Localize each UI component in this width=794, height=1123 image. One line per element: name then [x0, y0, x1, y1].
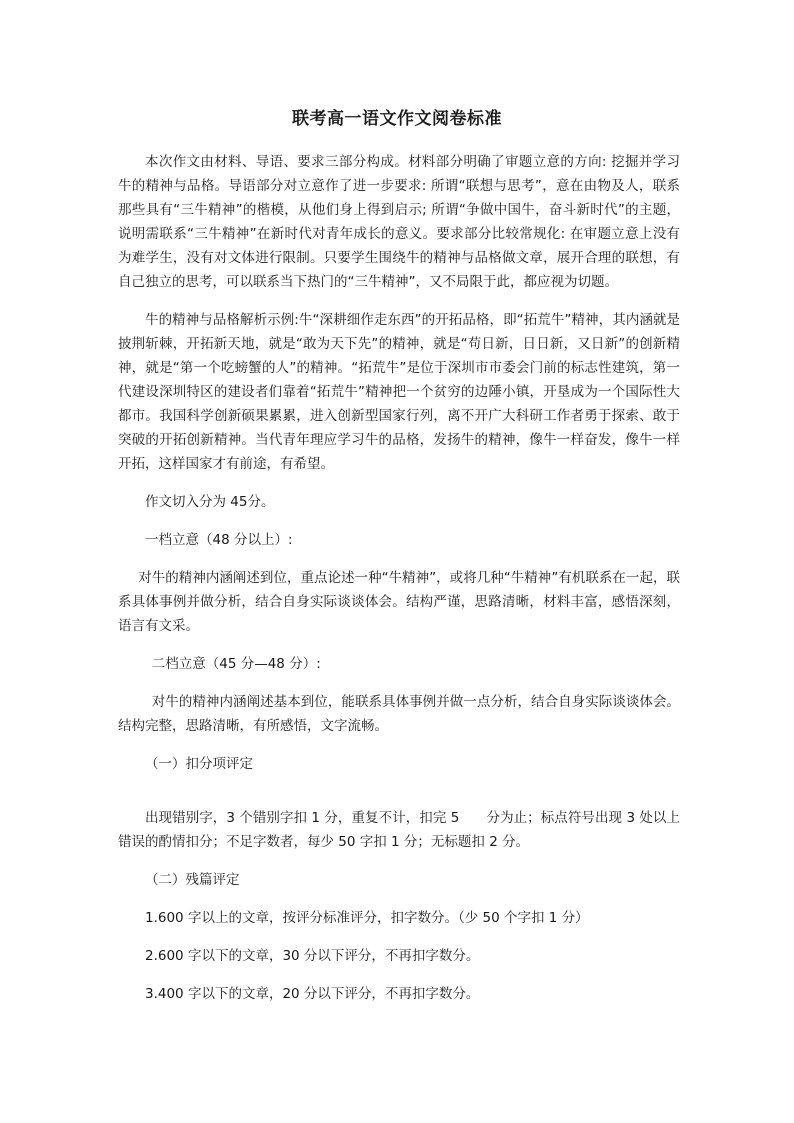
document-title: 联考高一语文作文阅卷标准 — [292, 109, 502, 129]
paragraph-deduction-body: 出现错别字，3 个错别字扣 1 分，重复不计，扣完 5 分为止；标点符号出现 3 处以上错误的酌情扣分；不足字数者，每少 50 字扣 1 分；无标题扣 2 分。 — [118, 810, 680, 850]
paragraph-rule-2: 2.600 字以下的文章，30 分以下评分，不再扣字数分。 — [145, 948, 480, 964]
paragraph-rule-3: 3.400 字以下的文章，20 分以下评分，不再扣字数分。 — [145, 986, 480, 1002]
paragraph-rule-1: 1.600 字以上的文章，按评分标准评分，扣字数分。（少 50 个字扣 1 分） — [145, 910, 589, 926]
paragraph-incomplete-heading: （二）残篇评定 — [145, 872, 240, 888]
paragraph-base-score: 作文切入分为 45分。 — [145, 494, 275, 510]
paragraph-tier2-heading: 二档立意（45 分—48 分）: — [151, 656, 321, 672]
paragraph-tier1-body: 对牛的精神内涵阐述到位，重点论述一种“牛精神”，或将几种“牛精神”有机联系在一起，联系具体事例并做分析，结合自身实际谈谈体会。结构严谨，思路清晰，材料丰富，感悟深刻，语言有文采。 — [118, 570, 680, 634]
paragraph-deduction-heading: （一）扣分项评定 — [145, 756, 253, 772]
paragraph-intro: 本次作文由材料、导语、要求三部分构成。材料部分明确了审题立意的方向: 挖掘并学习牛的精神与品格。导语部分对立意作了进一步要求: 所谓“联想与思考”，意在由物及人，联系那些具有“三牛精神”的楷模，从他们身上得到启示; 所谓“争做中国牛，奋斗新时代”的主题，说明需联系“三牛精神”在新时代对青年成长的意义。要求部分比较常规化: 在审题立意上没有为难学生，没有对文体进行限制。只要学生围绕牛的精神与品格做文章，展开合理的联想，有自己独立的思考，可以联系当下热门的“三牛精神”，又不局限于此，都应视为切题。 — [118, 154, 680, 290]
paragraph-ox-spirit: 牛的精神与品格解析示例:牛“深耕细作走东西”的开拓品格，即“拓荒牛”精神，其内涵就是披荆斩棘，开拓新天地，就是“敢为天下先”的精神，就是“苟日新，日日新，又日新”的创新精神，就是“第一个吃螃蟹的人”的精神。“拓荒牛”是位于深圳市市委会门前的标志性建筑，第一代建设深圳特区的建设者们靠着“拓荒牛”精神把一个贫穷的边陲小镇，开垦成为一个国际性大都市。我国科学创新硕果累累，进入创新型国家行列，离不开广大科研工作者勇于探索、敢于突破的开拓创新精神。当代青年理应学习牛的品格，发扬牛的精神，像牛一样奋发，像牛一样开拓，这样国家才有前途，有希望。 — [118, 312, 680, 472]
document-body — [118, 150, 680, 1020]
paragraph-tier2-body: 对牛的精神内涵阐述基本到位，能联系具体事例并做一点分析，结合自身实际谈谈体会。结构完整，思路清晰，有所感悟，文字流畅。 — [118, 694, 680, 734]
paragraph-tier1-heading: 一档立意（48 分以上）: — [145, 532, 293, 548]
